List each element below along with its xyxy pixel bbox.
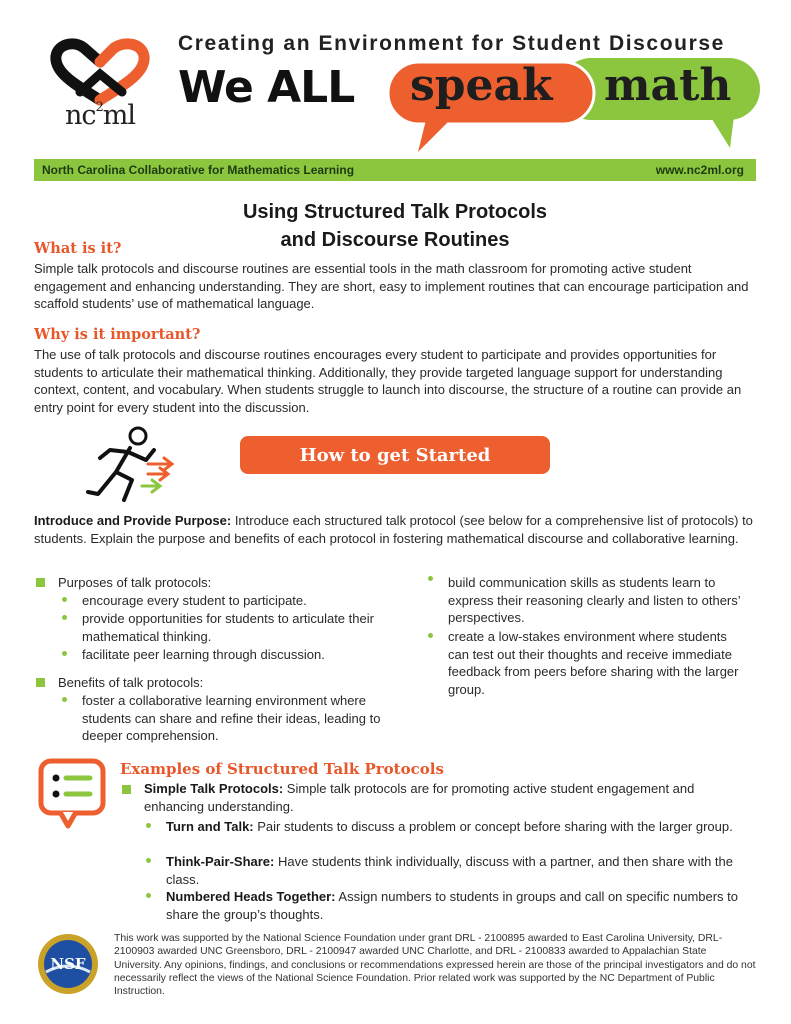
title-speak: speak	[410, 60, 553, 111]
purpose-item: encourage every student to participate.	[82, 593, 307, 608]
benefit-item: create a low-stakes environment where students can test out their thoughts and receive immediate feedback from peers before sharing with the larger group.	[448, 629, 739, 697]
org-name: North Carolina Collaborative for Mathematics Learning	[42, 163, 355, 177]
nc2ml-heart-icon	[44, 38, 156, 108]
runner-icon	[86, 426, 182, 504]
nsf-seal-icon	[36, 932, 100, 996]
title-math: math	[604, 60, 732, 111]
bullet-dot-icon	[146, 823, 151, 828]
bullet-square-icon	[122, 785, 131, 794]
benefit-item: foster a collaborative learning environment where students can share and refine their ideas, leading to deeper comprehension.	[82, 693, 381, 743]
purpose-item: provide opportunities for students to articulate their mathematical thinking.	[82, 611, 374, 644]
chat-list-icon	[38, 758, 108, 830]
purpose-item: facilitate peer learning through discussion.	[82, 647, 325, 662]
purposes-label: Purposes of talk protocols:	[58, 575, 212, 590]
bullet-square-icon	[36, 678, 45, 687]
bullet-dot-icon	[146, 893, 151, 898]
header-subtitle: Creating an Environment for Student Discourse	[178, 32, 725, 55]
bullet-square-icon	[36, 578, 45, 587]
bullet-dot-icon	[62, 697, 67, 702]
examples-heading: Examples of Structured Talk Protocols	[120, 760, 444, 778]
intro-paragraph: Introduce and Provide Purpose: Introduce each structured talk protocol (see below for a comprehensive list of protocols) to students. Explain the purpose and benefits of each protocol in fostering mathematical discourse and collaborative learning.	[34, 513, 753, 546]
org-band	[34, 159, 756, 181]
why-body: The use of talk protocols and discourse routines encourages every student to participate and provides opportunities for students to articulate their mathematical thinking. Additionally, they provide targeted language support for understanding context, content, and vocabulary. When students struggle to launch into discourse, the structure of a routine can provide an entry point for every student into the discussion.	[34, 347, 742, 415]
document-title: Using Structured Talk Protocols and Discourse Routines	[242, 201, 548, 251]
bullet-dot-icon	[146, 858, 151, 863]
nc2ml-logo	[44, 38, 156, 134]
how-to-get-started-banner: How to get Started	[240, 436, 550, 474]
example-item: Numbered Heads Together: Assign numbers to students in groups and call on specific numbers to share the group’s thoughts.	[166, 889, 739, 922]
bullet-dot-icon	[62, 615, 67, 620]
why-heading: Why is it important?	[34, 326, 201, 343]
what-heading: What is it?	[34, 240, 122, 257]
bullet-dot-icon	[428, 576, 433, 581]
example-item: Turn and Talk: Pair students to discuss a problem or concept before sharing with the larger group.	[166, 819, 733, 834]
logo-wordmark: $nc^2ml$	[64, 100, 136, 131]
title-we-all: We ALL	[178, 62, 355, 113]
org-url[interactable]: www.nc2ml.org	[655, 163, 744, 177]
bullet-dot-icon	[62, 597, 67, 602]
nsf-seal-text: NSF	[50, 955, 86, 973]
what-body: Simple talk protocols and discourse routines are essential tools in the math classroom for promoting active student engagement and enhancing understanding. They are short, easy to implement routines that can encourage participation and scaffold students’ use of mathematical language.	[34, 261, 749, 311]
example-item: Think-Pair-Share: Have students think individually, discuss with a partner, and then share with the class.	[166, 854, 733, 887]
funding-acknowledgement: This work was supported by the National Science Foundation under grant DRL - 2100895 awarded to East Carolina University, DRL-2100903 awarded UNC Greensboro, DRL - 2100947 awarded UNC Charlotte, and DRL - 2100833 awarded to Appalachian State University. Any opinions, findings, and conclusions or recommendations expressed herein are those of the principal investigators and do not necessarily reflect the views of the National Science Foundation. Prior related work was supported by the NC Department of Public Instruction.	[114, 933, 756, 998]
simple-talk-protocols: Simple Talk Protocols: Simple talk protocols are for promoting active student engagement and enhancing understanding.	[144, 781, 695, 814]
bullet-dot-icon	[428, 633, 433, 638]
benefit-item: build communication skills as students learn to express their reasoning clearly and listen to others’ perspectives.	[448, 575, 741, 625]
benefits-label: Benefits of talk protocols:	[58, 675, 204, 690]
bullet-dot-icon	[62, 651, 67, 656]
